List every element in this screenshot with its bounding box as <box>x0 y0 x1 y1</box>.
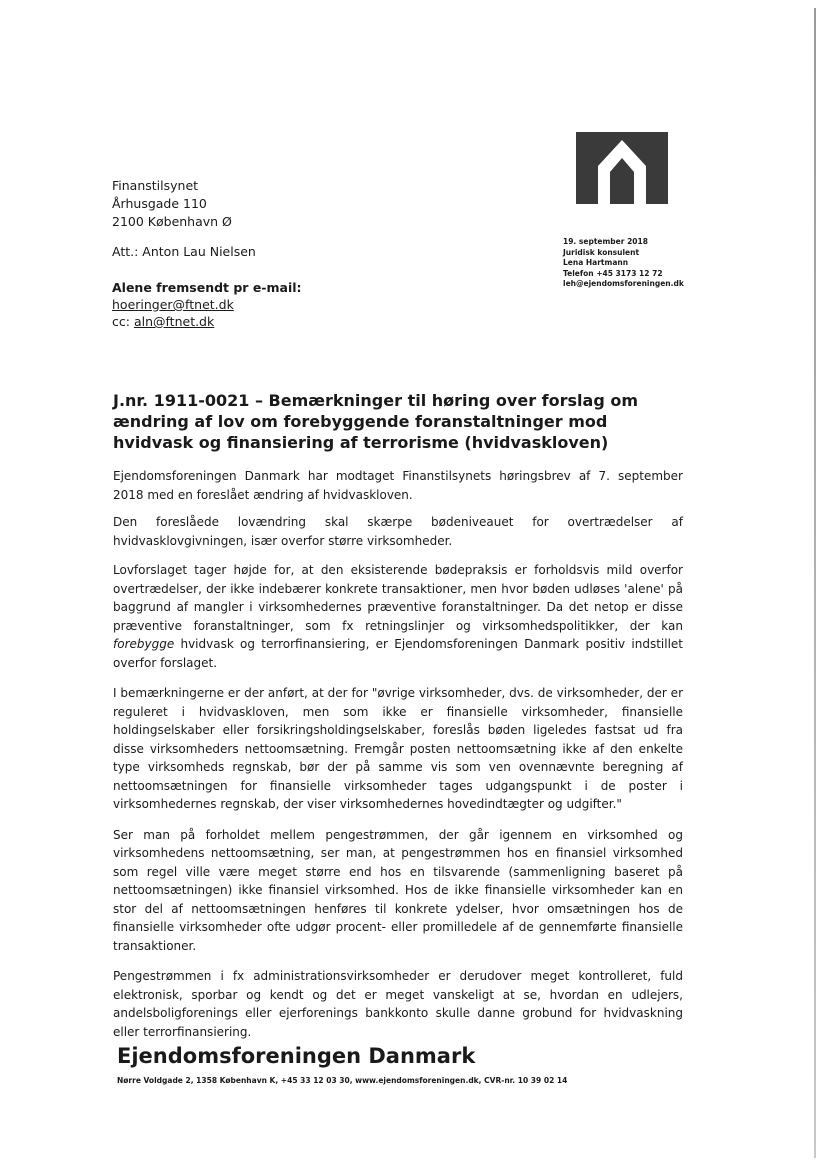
letter-body <box>113 467 683 1054</box>
sender-email: leh@ejendomsforeningen.dk <box>563 279 684 288</box>
cc-label: cc: <box>112 314 134 329</box>
recipient-email-link[interactable]: hoeringer@ftnet.dk <box>112 297 234 312</box>
body-paragraph: Den foreslåede lovændring skal skærpe bødeniveauet for overtrædelser af hvidvasklovgivningen, især overfor større virksomheder. <box>113 515 683 548</box>
body-paragraph: Pengestrømmen i fx administrationsvirksomheder er derudover meget kontrolleret, fuld elektronisk, sporbar og kendt og det er meget vanskeligt at se, hvordan en udlejers, andelsboligforenings eller ejerforenings bankkonto skulle danne grobund for hvidvaskning eller terrorfinansiering. <box>113 969 683 1039</box>
sender-role: Juridisk konsulent <box>563 247 640 257</box>
body-paragraph <box>113 561 683 672</box>
cc-line <box>112 313 302 330</box>
emphasized-word: forebygge <box>113 637 175 651</box>
sender-phone: Telefon +45 3173 12 72 <box>563 268 663 278</box>
body-paragraph: Ejendomsforeningen Danmark har modtaget Finanstilsynets høringsbrev af 7. september 2018 med en foreslået ændring af hvidvaskloven. <box>113 469 683 502</box>
cc-email-link[interactable]: aln@ftnet.dk <box>133 314 215 329</box>
sent-by-email-heading: Alene fremsendt pr e-mail: <box>112 280 302 295</box>
sender-name: Lena Hartmann <box>563 258 629 267</box>
scan-edge-shadow <box>814 8 816 1158</box>
recipient-line: 2100 København Ø <box>112 214 232 229</box>
body-paragraph: I bemærkningerne er der anført, at der for "øvrige virksomheder, dvs. de virksomheder, der er reguleret i hvidvaskloven, men som ikke er finansielle virksomheder, finansielle holdingselskaber eller forsikringsholdingselskaber, foreslås bøden ligeledes fastsat ud fra disse virksomheders nettoomsætning. Fremgår posten nettoomsætning ikke af den enkelte type virksomheds regnskab, bør der på samme vis som ven ovennævnte beregning af nettoomsætningen for finansielle virksomheder tages udgangspunkt i de poster i virksomhedernes regnskab, der viser virksomhedernes hovedindtægter og udgifter." <box>113 686 683 811</box>
attention-line: Att.: Anton Lau Nielsen <box>112 244 256 259</box>
letter-date: 19. september 2018 <box>563 237 648 246</box>
delivery-info <box>112 279 302 330</box>
house-logo-icon <box>576 132 668 204</box>
paragraph-text: Lovforslaget tager højde for, at den eksisterende bødepraksis er forholdsvis mild overfor overtrædelser, der ikke indebærer konkrete transaktioner, men hvor bøden udløses 'alene' på baggrund af mangler i virksomhedernes præventive foranstaltninger. Da det netop er disse præventive foranstaltninger, som fx retningslinjer og virksomhedspolitikker, der kan <box>113 563 683 633</box>
paragraph-text: hvidvask og terrorfinansiering, er Ejendomsforeningen Danmark positiv indstillet overfor forslaget. <box>113 637 683 670</box>
recipient-line: Århusgade 110 <box>112 196 207 211</box>
sender-info <box>563 237 723 290</box>
letter-title: J.nr. 1911-0021 – Bemærkninger til høring over forslag om ændring af lov om forebyggende foranstaltninger mod hvidvask og finansiering af terrorisme (hvidvaskloven) <box>113 391 638 452</box>
footer-address: Nørre Voldgade 2, 1358 København K, +45 33 12 03 30, www.ejendomsforeningen.dk, CVR-nr. 10 39 02 14 <box>117 1076 568 1085</box>
footer-organization-name: Ejendomsforeningen Danmark <box>117 1044 476 1068</box>
body-paragraph: Ser man på forholdet mellem pengestrømmen, der går igennem en virksomhed og virksomhedens nettoomsætning, ser man, at pengestrømmen hos en finansiel virksomhed som regel ville være meget større end hos en tilsvarende (sammenligning baseret på nettoomsætningen) ikke finansiel virksomhed. Hos de ikke finansielle virksomheder kan en stor del af nettoomsætningen henføres til konkrete ydelser, hvor omsætningen hos de finansielle virksomheder ofte udgør procent- eller promilledele af de gennemførte finansielle transaktioner. <box>113 827 683 953</box>
recipient-address <box>112 177 412 231</box>
recipient-line: Finanstilsynet <box>112 178 199 193</box>
